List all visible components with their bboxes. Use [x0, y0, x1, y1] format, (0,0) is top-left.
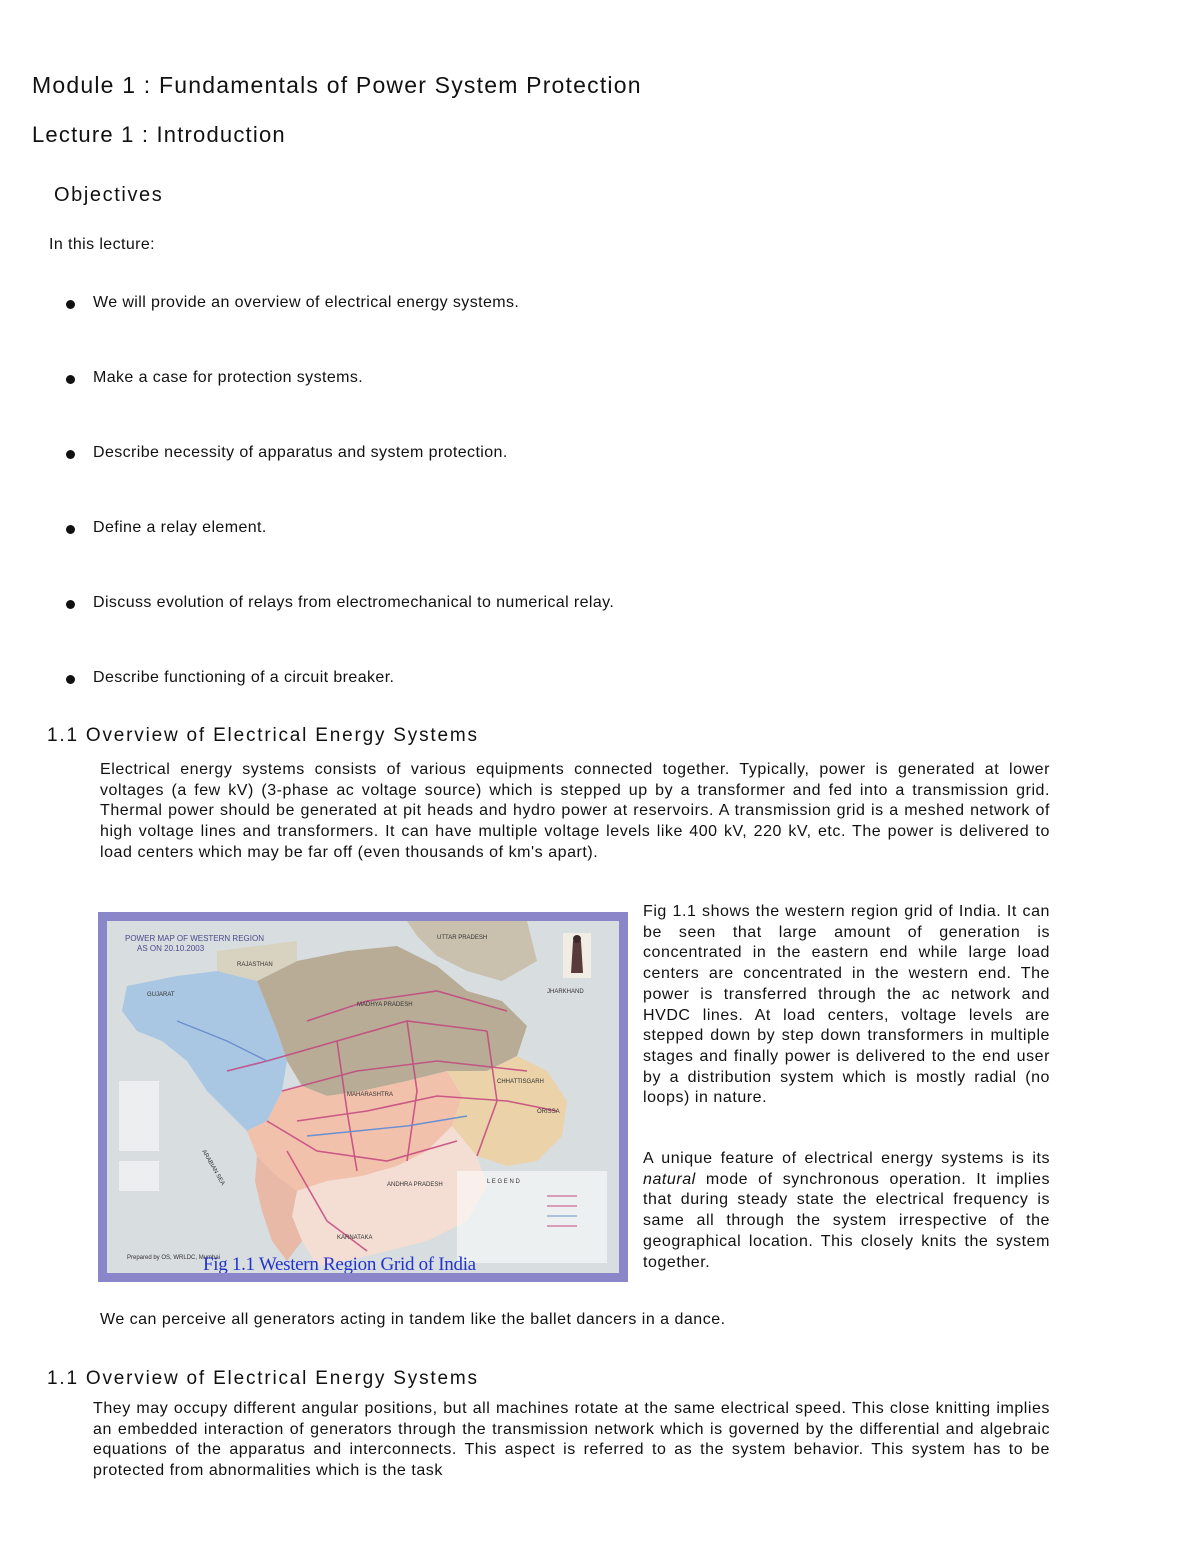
bullet-icon	[66, 375, 75, 384]
map-credit: Prepared by OS, WRLDC, Mumbai	[127, 1255, 221, 1261]
objective-item: Define a relay element.	[66, 519, 866, 594]
bullet-icon	[66, 600, 75, 609]
bullet-icon	[66, 525, 75, 534]
objectives-heading: Objectives	[54, 184, 164, 206]
map-label: ORISSA	[537, 1109, 560, 1115]
map-label: MAHARASHTRA	[347, 1092, 394, 1098]
map-label: KARNATAKA	[337, 1235, 373, 1241]
map-label: JHARKHAND	[547, 989, 584, 995]
synchronous-operation-paragraph: A unique feature of electrical energy systems is its natural mode of synchronous operation. It implies that during steady state the electrical frequency is same all through the system irrespective of the geographical location. This closely knits the system together.	[643, 1150, 1050, 1271]
power-map-illustration	[107, 921, 619, 1273]
section-paragraph: Electrical energy systems consists of various equipments connected together. Typically, power is generated at lower voltages (a few kV) (3-phase ac voltage source) which is stepped up by a transformer and fed into a transmission grid. Thermal power should be generated at pit heads and hydro power at reservoirs. A transmission grid is a meshed network of high voltage lines and transformers. It can have multiple voltage levels like 400 kV, 220 kV, etc. The power is delivered to load centers which may be far off (even thousands of km's apart).	[100, 761, 1050, 861]
map-image	[107, 921, 619, 1273]
map-date: AS ON 20.10.2003	[137, 944, 205, 953]
map-label: ANDHRA PRADESH	[387, 1182, 443, 1188]
section-heading: 1.1 Overview of Electrical Energy Systems	[47, 1368, 479, 1389]
figure-caption: Fig 1.1 Western Region Grid of India	[203, 1254, 476, 1273]
map-label: UTTAR PRADESH	[437, 935, 488, 941]
objective-item: Discuss evolution of relays from electromechanical to numerical relay.	[66, 594, 866, 669]
map-label: ARABIAN SEA	[200, 1149, 226, 1187]
lecture-title: Lecture 1 : Introduction	[32, 122, 286, 147]
objective-item: Describe functioning of a circuit breaker.	[66, 669, 866, 744]
emphasis-natural: natural	[643, 1170, 696, 1188]
objectives-intro: In this lecture:	[49, 236, 156, 253]
map-legend-title: L E G E N D	[487, 1179, 520, 1185]
map-label: GUJARAT	[147, 992, 175, 998]
objective-item: Describe necessity of apparatus and system protection.	[66, 444, 866, 519]
map-label: MADHYA PRADESH	[357, 1002, 413, 1008]
figure-description-paragraph: Fig 1.1 shows the western region grid of India. It can be seen that large amount of generation is concentrated in the eastern end while large load centers are concentrated in the western end. The power is transferred through the ac network and HVDC lines. At load centers, voltage levels are stepped down by step down transformers in multiple stages and finally power is delivered to the end user by a distribution system which is mostly radial (no loops) in nature.	[643, 903, 1050, 1107]
objective-item: We will provide an overview of electrical energy systems.	[66, 294, 866, 369]
map-label: CHHATTISGARH	[497, 1079, 544, 1085]
map-label: RAJASTHAN	[237, 962, 273, 968]
section-heading: 1.1 Overview of Electrical Energy Systems	[47, 725, 479, 746]
bullet-icon	[66, 675, 75, 684]
objective-item: Make a case for protection systems.	[66, 369, 866, 444]
map-title: POWER MAP OF WESTERN REGION	[125, 934, 264, 943]
section-paragraph: They may occupy different angular positions, but all machines rotate at the same electrical speed. This close knitting implies an embedded interaction of generators through the transmission network which is governed by the differential and algebraic equations of the apparatus and interconnects. This aspect is referred to as the system behavior. This system has to be protected from abnormalities which is the task	[93, 1400, 1050, 1480]
module-title: Module 1 : Fundamentals of Power System Protection	[32, 72, 642, 98]
bullet-icon	[66, 300, 75, 309]
western-region-grid-figure	[98, 912, 628, 1282]
tandem-sentence: We can perceive all generators acting in tandem like the ballet dancers in a dance.	[100, 1311, 726, 1328]
objectives-list	[66, 294, 866, 744]
bullet-icon	[66, 450, 75, 459]
